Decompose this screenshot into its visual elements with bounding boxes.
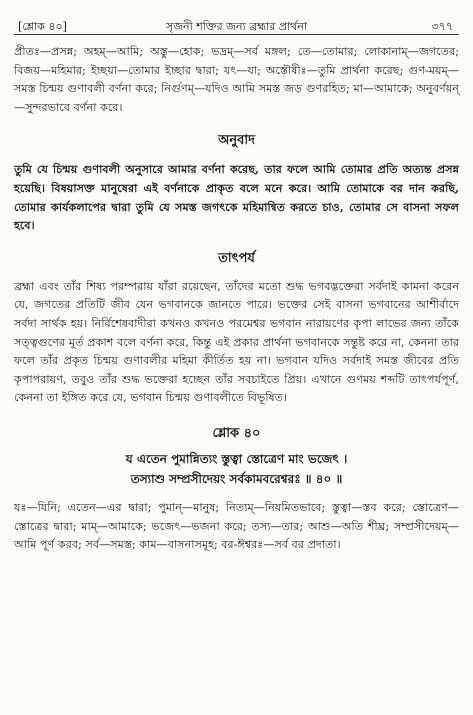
- header-page-number: ৩৭৭: [431, 20, 453, 33]
- header-verse-ref: [শ্লোক ৪০]: [18, 20, 67, 33]
- spacer: [14, 489, 459, 499]
- purport-text: ব্রহ্মা এবং তাঁর শিষ্য পরম্পরায় যাঁরা রয়েছেন, তাঁদের মতো শুদ্ধ ভগবদ্ভক্তেরা সর্বদাই কামনা করেন যে, জগতের প্রতিটি জীব যেন ভগবানকে জানতে পারে। ভক্তের সেই বাসনা ভগবানের আশীর্বাদে সর্বদা সার্থক হয়। নির্বিশেষবাদীরা কখনও কখনও পরমেশ্বর ভগবান নারায়ণের কৃপা লাভের জন্য তাঁকে সত্ত্বগুণের মূর্ত প্রকাশ বলে বর্ণনা করে, কিন্তু এই প্রকার প্রার্থনা ভগবানকে সন্তুষ্ট করে না, কেননা তার ফলে তাঁর প্রকৃত চিন্ময় গুণাবলীর মহিমা কীর্তিত হয় না। ভগবান যদিও সর্বদাই সমস্ত জীবের প্রতি কৃপাপরায়ণ, তবুও তাঁর শুদ্ধ ভক্তেরা হচ্ছেন তাঁর সবচাইতে প্রিয়। এখানে গুণময় শব্দটি তাৎপর্যপূর্ণ, কেননা তা ইঙ্গিত করে যে, ভগবান চিন্ময় গুণাবলীতে বিভূষিত।: [14, 279, 459, 405]
- page-header: [14, 12, 459, 34]
- header-chapter-title: সৃজনী শক্তির জন্য ব্রহ্মার প্রার্থনা: [165, 20, 308, 33]
- verse-line-2: তস্যাশু সম্প্রসীদেয়ং সর্বকামবরেশ্বরঃ ॥ ৪০ ॥: [130, 471, 343, 486]
- verse-line-1: য এতেন পুমান্নিত্যং স্তুত্বা স্তোত্রেণ মাং ভজেৎ ।: [125, 451, 348, 466]
- word-meaning-top: প্রীতঃ—প্রসন্ন; অহম্—আমি; অস্তু—হোক; ভদ্রম্—সর্ব মঙ্গল; তে—তোমার; লোকানাম্—জগতের; বিজয়—মহিমার; ইচ্ছয়া—তোমার ইচ্ছার দ্বারা; যৎ—যা; অস্তৌষীঃ—তুমি প্রার্থনা করেছ; গুণ-ময়ম্—সমস্ত চিন্ময় গুণাবলী বর্ণনা করে; নির্গুণম্—যদিও আমি সমস্ত জড় গুণরহিত; মা—আমাকে; অনুবর্ণয়ন্—সুন্দরভাবে বর্ণনা করে।: [14, 45, 459, 114]
- translation-text: তুমি যে চিন্ময় গুণাবলী অনুসারে আমার বর্ণনা করেছ, তার ফলে আমি তোমার প্রতি অত্যন্ত প্রসন্ন হয়েছি। বিষয়াসক্ত মানুষেরা এই বর্ণনাকে প্রাকৃত বলে মনে করে। আমি তোমাকে বর দান করছি, তোমার কার্যকলাপের দ্বারা তুমি যে সমস্ত জগৎকে মহিমান্বিত করতে চাও, তোমার সে বাসনা সফল হবে।: [14, 162, 459, 233]
- purport-title: তাৎপর্য: [218, 250, 255, 266]
- verse-title: শ্লোক ৪০: [212, 425, 261, 441]
- word-meaning-bottom: যঃ—যিনি; এতেন—এর দ্বারা; পুমান্—মানুষ; নিত্যম্—নিয়মিতভাবে; স্তুত্বা—স্তব করে; স্তোত্রেণ—স্তোত্রের দ্বারা; মাম্—আমাকে; ভজেৎ—ভজনা করে; তস্য—তার; আশু—অতি শীঘ্র; সম্প্রসীদেয়ম্—আমি পূর্ণ করব; সর্ব—সমস্ত; কাম—বাসনাসমূহ; বর-ঈশ্বরঃ—সর্ব বর প্রদাতা।: [14, 500, 459, 552]
- translation-title: অনুবাদ: [218, 133, 255, 149]
